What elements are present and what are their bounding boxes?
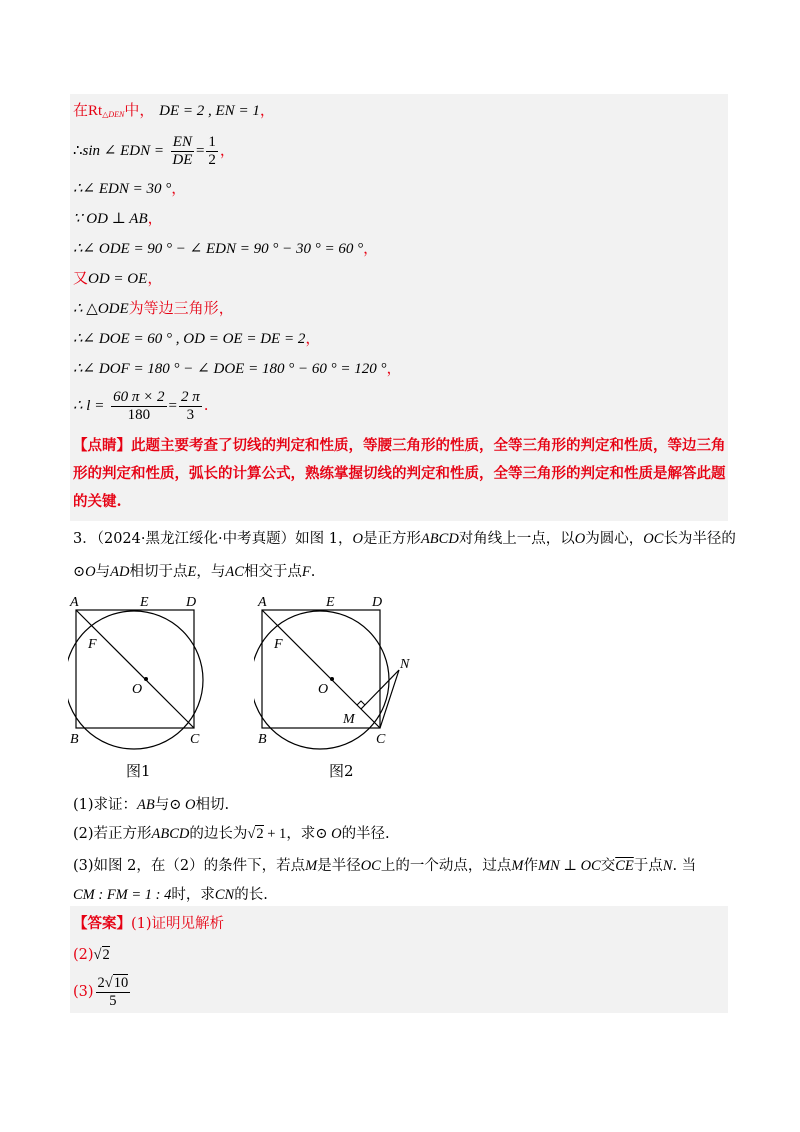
solution-line-4: ∵ OD ⊥ AB， — [73, 209, 163, 227]
label-d-2: D — [372, 595, 383, 610]
label-o: O — [132, 682, 143, 697]
figure-1 — [68, 592, 218, 752]
label-m: M — [343, 712, 355, 727]
label-e: E — [140, 595, 149, 610]
solution-line-2: ∴sin ∠ EDN = $\frac{EN}{DE}$ = $\frac{1}{2}$ ， — [73, 133, 235, 168]
solution-line-9: ∴∠ DOF = 180 ° − ∠ DOE = 180 ° − 60 ° = 120 °， — [73, 359, 402, 377]
comment-text: 此题主要考查了切线的判定和性质，等腰三角形的性质，全等三角形的判定和性质，等边三角形的判定和性质，弧长的计算公式，熟练掌握切线的判定和性质，全等三角形的判定和性质是解答此题的关键. — [73, 437, 726, 510]
solution-line-3: ∴∠ EDN = 30 °， — [73, 179, 187, 197]
answer-line-3: (3) $\frac{2√10}{5}$ — [73, 974, 129, 1009]
fraction-arc-length: $\frac{60 \pi \times 2}{180}$ — [113, 388, 165, 423]
fraction-1-2: $\frac{1}{2}$ — [208, 133, 216, 168]
sqrt-sign: √ — [247, 826, 256, 842]
question-3-line-1: (3)如图 2，在（2）的条件下，若点M是半径OC上的一个动点，过点M作MN ⊥ OC交$\overline{CE}$于点N. 当 — [73, 858, 697, 874]
label-n: N — [400, 657, 410, 672]
question-2: (2)若正方形ABCD的边长为√2 + 1，求⊙ O的半径. — [73, 826, 390, 842]
fraction-2pi-3: $\frac{2 \pi}{3}$ — [180, 388, 200, 423]
fraction-en-de: $\frac{EN}{DE}$ — [172, 133, 193, 168]
point-o-2 — [330, 677, 334, 681]
answer-line-2: (2)√2 — [73, 947, 110, 963]
answer-line-1: 【答案】(1)证明见解析 — [73, 915, 225, 932]
solution-line-8: ∴∠ DOE = 60 ° , OD = OE = DE = 2， — [73, 329, 321, 347]
question-1: (1)求证：AB与⊙ O相切. — [73, 797, 230, 813]
label-c-2: C — [376, 732, 386, 747]
solution-line-10: ∴ l = $\frac{60 \pi \times 2}{180}$ = $\frac{2 \pi}{3}$ . — [73, 388, 209, 423]
solution-line-1: 在$Rt_{\triangle DEN}$中， DE = 2 , EN = 1， — [73, 101, 275, 119]
diagonal-ac — [76, 610, 194, 728]
solution-line-7: ∴ △ODE为等边三角形， — [73, 299, 234, 317]
label-e-2: E — [326, 595, 335, 610]
problem-line-1: 3．（2024·黑龙江绥化·中考真题）如图 1，O是正方形ABCD对角线上一点，以O为圆心，OC长为半径的 — [73, 531, 736, 547]
figure-2 — [254, 592, 424, 752]
label-a-2: A — [258, 595, 267, 610]
problem-line-2: ⊙O与AD相切于点E，与AC相交于点F. — [73, 564, 316, 580]
label-o-2: O — [318, 682, 329, 697]
sqrt-sign-answer: √ — [93, 947, 102, 963]
comment-label: 【点睛】 — [73, 437, 131, 454]
label-f: F — [88, 637, 97, 652]
question-3-line-2: CM : FM = 1 : 4时，求CN的长. — [73, 887, 268, 903]
label-b: B — [70, 732, 79, 747]
label-f-2: F — [274, 637, 283, 652]
solution-line-6: 又OD = OE， — [73, 269, 163, 287]
right-angle-mark — [357, 701, 365, 705]
comment-paragraph — [73, 432, 733, 516]
diagonal-ac-2 — [262, 610, 380, 728]
answer-label: 【答案】 — [73, 915, 131, 932]
figure-1-caption: 图1 — [126, 762, 151, 780]
label-d: D — [186, 595, 197, 610]
label-c: C — [190, 732, 200, 747]
point-o — [144, 677, 148, 681]
arc-ce: $\overline{CE}$ — [615, 858, 634, 874]
figure-2-caption: 图2 — [329, 762, 354, 780]
label-a: A — [70, 595, 79, 610]
solution-line-5: ∴∠ ODE = 90 ° − ∠ EDN = 90 ° − 30 ° = 60 °， — [73, 239, 379, 257]
label-b-2: B — [258, 732, 267, 747]
fraction-2sqrt10-5: $\frac{2√10}{5}$ — [97, 974, 129, 1009]
